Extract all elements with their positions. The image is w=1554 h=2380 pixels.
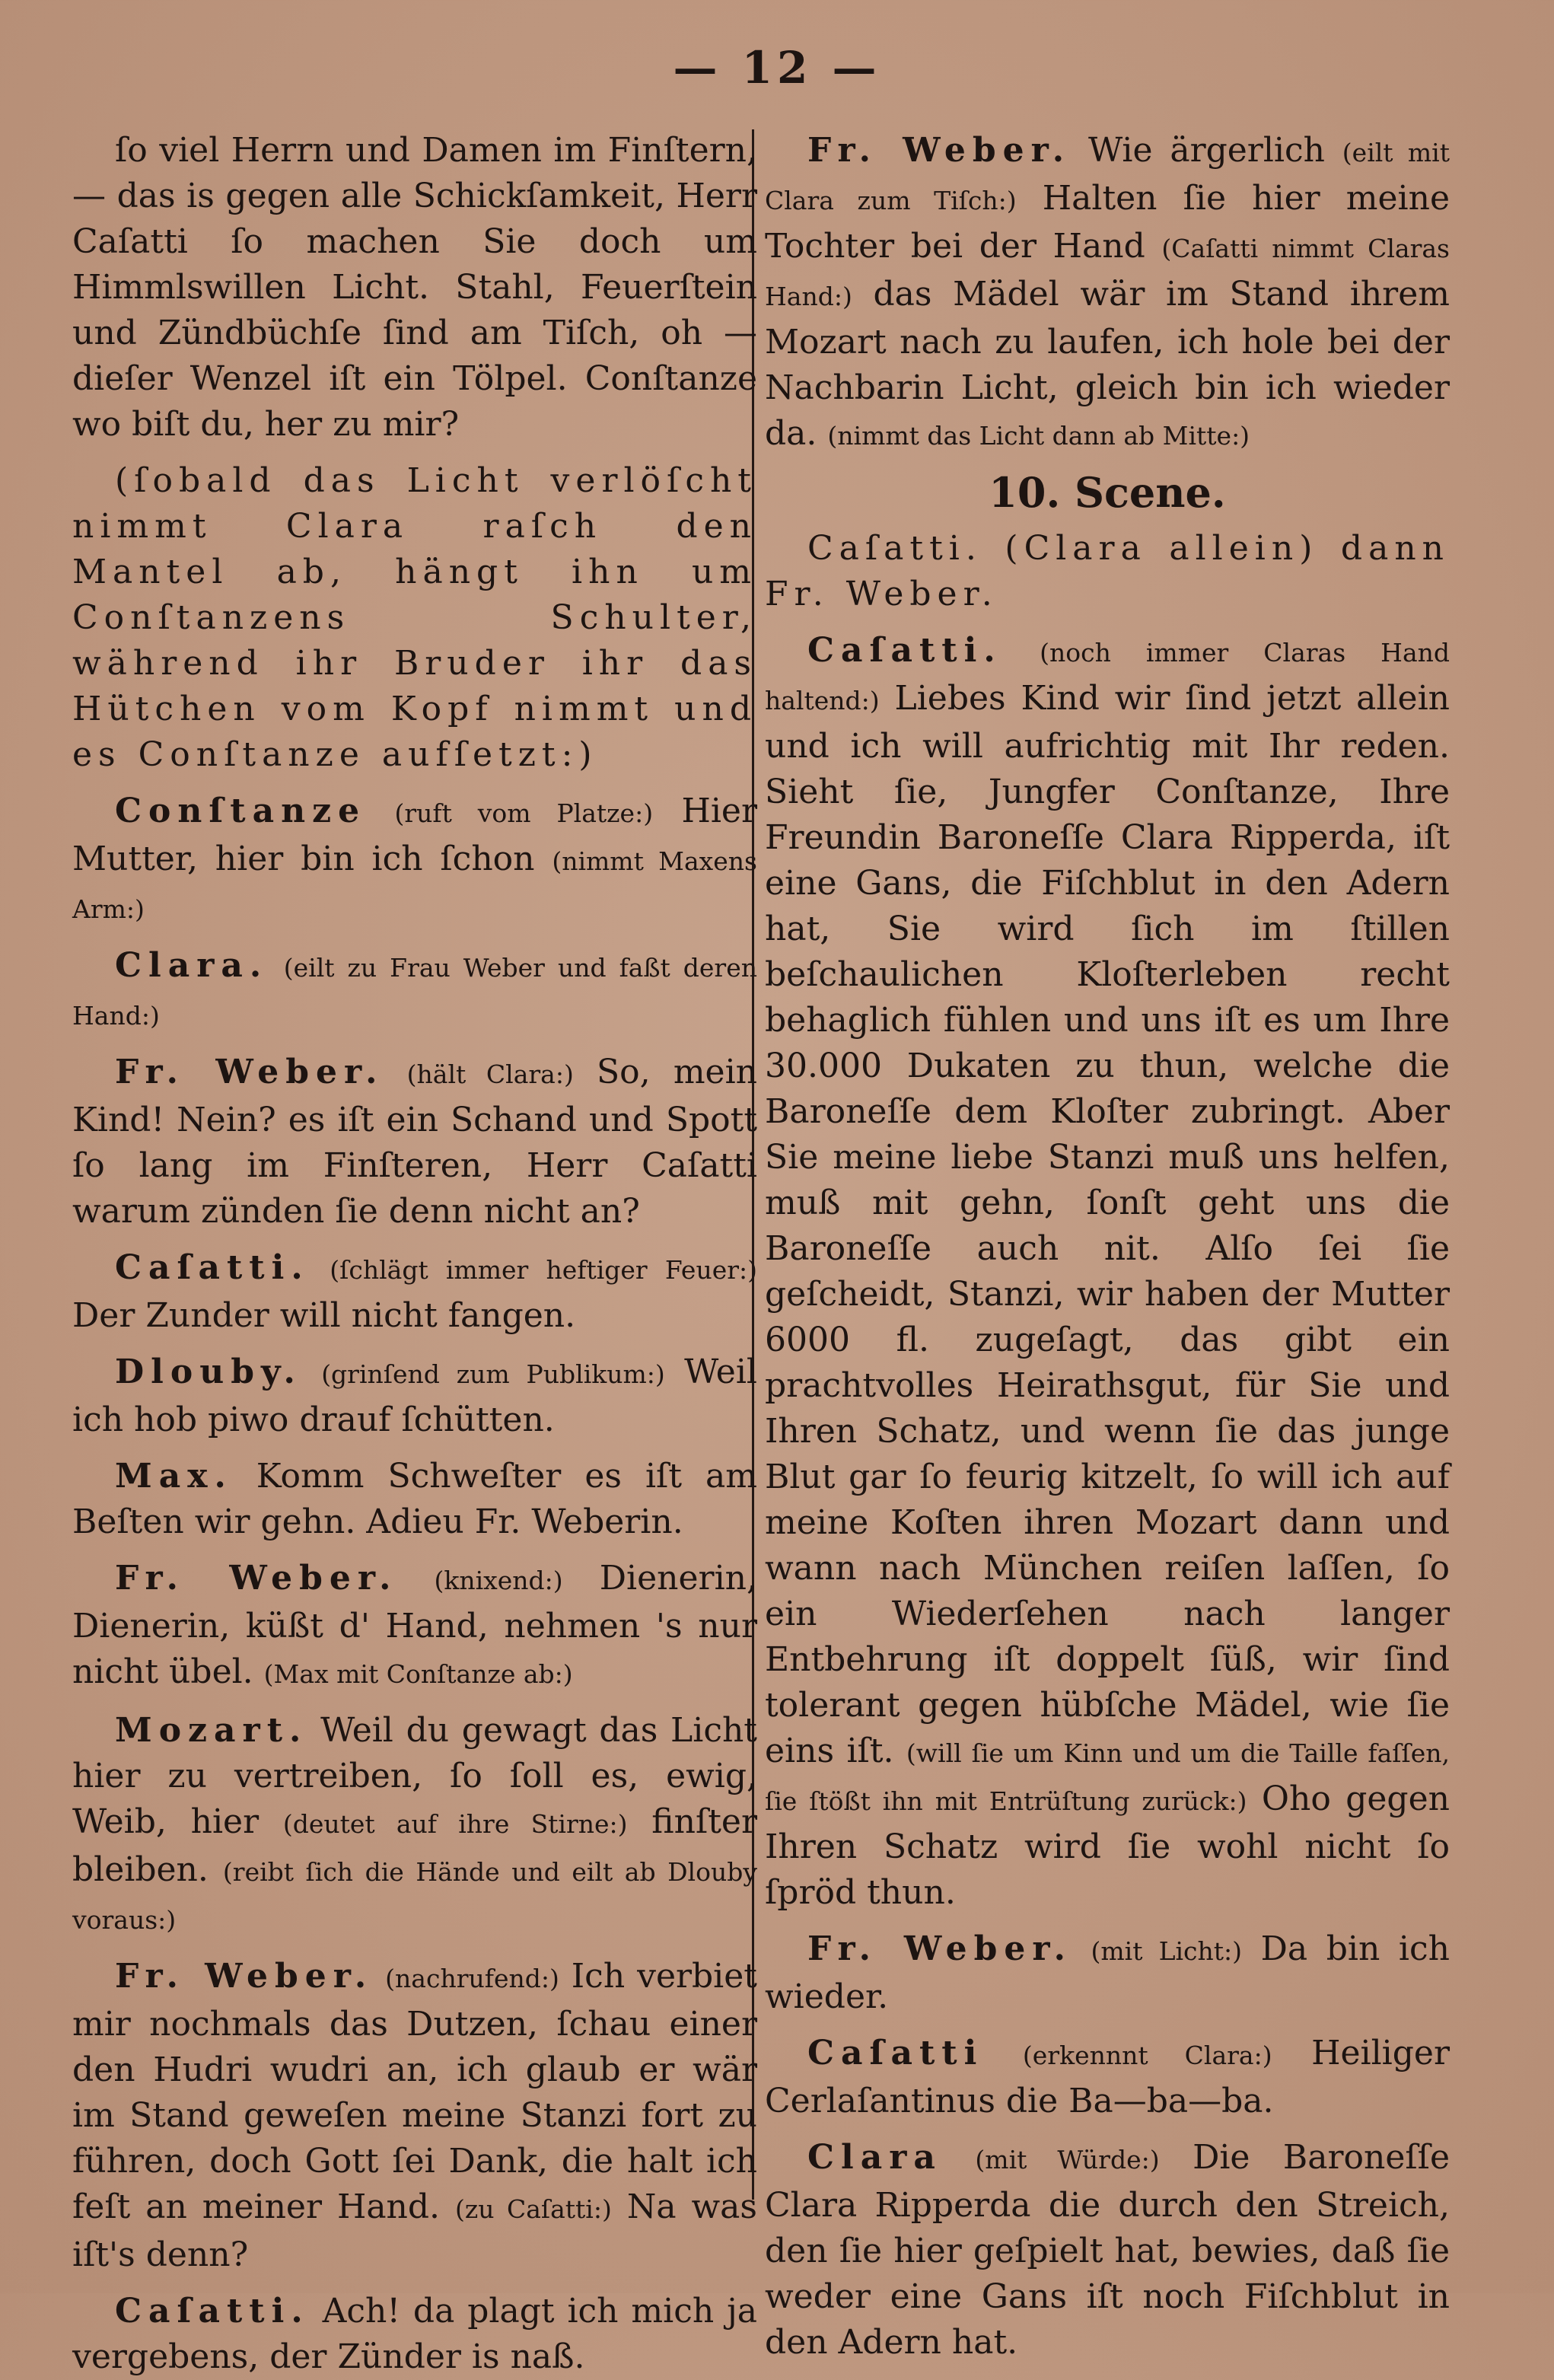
dialogue-paragraph <box>765 128 1450 459</box>
speaker-name: Conſtanze <box>115 792 367 830</box>
stage-direction-inline: (deutet auf ihre Stirne:) <box>282 1809 628 1839</box>
dialogue-paragraph <box>72 789 757 932</box>
dialogue-text: ſo viel Herrn und Damen im Finſtern, — das is gegen alle Schickſamkeit, Herr Caſatti ſo machen Sie doch um Himmlswillen Licht. Stahl, Feuerſtein und Zündbüchſe ſind am Tiſch, oh — dieſer Wenzel iſt ein Tölpel. Conſtanze wo biſt du, her zu mir? <box>72 131 757 444</box>
stage-direction-inline: (reibt ſich die Hände und eilt ab Dlouby voraus:) <box>72 1857 757 1935</box>
dialogue-text: das Mädel wär im Stand ihrem Mozart nach zu laufen, ich hole bei der Nachbarin Licht, gleich bin ich wieder da. <box>765 275 1450 453</box>
speaker-name: Caſatti. <box>115 2292 310 2331</box>
speaker-name: Max. <box>115 1457 233 1496</box>
page-number: — 12 — <box>673 42 881 94</box>
speaker-name: Mozart. <box>115 1711 308 1750</box>
stage-direction: (ſobald das Licht verlöſcht nimmt Clara raſch den Mantel ab, hängt ihn um Conſtanzens Schulter, während ihr Bruder ihr das Hütchen vom Kopf nimmt und es Conſtanze aufſetzt:) <box>72 461 757 774</box>
dialogue-text: Heiliger Cerlaſantinus die Ba—ba—ba. <box>765 2034 1450 2120</box>
stage-direction-inline: (ſchlägt immer heftiger Feuer:) <box>330 1255 757 1285</box>
dialogue-text: Halten ſie hier meine Tochter bei der Hand <box>765 179 1450 266</box>
dialogue-text: Ach! da plagt ich mich ja vergebens, der Zünder is naß. <box>72 2292 757 2376</box>
speaker-name: Caſatti. <box>115 1248 310 1287</box>
stage-direction-inline: (nachrufend:) <box>385 1964 559 1993</box>
dialogue-paragraph <box>72 2289 757 2380</box>
dialogue-text: Liebes Kind wir ſind jetzt allein und ich will aufrichtig mit Ihr reden. Sieht ſie, Jungfer Conſtanze, Ihre Freundin Baroneſſe Clara Ripperda, iſt eine Gans, die Fiſchblut in den Adern hat, Sie wird ſich im ſtillen beſchaulichen Kloſterleben recht behaglich fühlen und uns iſt es um Ihre 30.000 Dukaten zu thun, welche die Baroneſſe dem Kloſter zubringt. Aber Sie meine liebe Stanzi muß uns helfen, muß mit gehn, ſonſt geht uns die Baroneſſe auch nit. Alſo ſei ſie geſcheidt, Stanzi, wir haben der Mutter 6000 fl. zugeſagt, das gibt ein prachtvolles Heirathsgut, für Sie und Ihren Schatz, und wenn ſie das junge Blut gar ſo feurig kitzelt, ſo will ich auf meine Koſten ihren Mozart dann und wann nach München reiſen laſſen, ſo ein Wiederſehen nach langer Entbehrung iſt doppelt ſüß, wir ſind tolerant gegen hübſche Mädel, wie ſie eins iſt. <box>765 679 1450 1770</box>
dialogue-paragraph <box>72 1050 757 1235</box>
speaker-name: Clara. <box>115 946 269 985</box>
dialogue-paragraph <box>72 943 757 1039</box>
speaker-name: Fr. Weber. <box>115 1957 374 1996</box>
dialogue-text: finſter bleiben. <box>72 1802 757 1889</box>
stage-direction: Caſatti. (Clara allein) dann Fr. Weber. <box>765 529 1450 613</box>
stage-direction-inline: (knixend:) <box>434 1566 563 1595</box>
dialogue-paragraph <box>72 1556 757 1697</box>
stage-direction-inline: (mit Würde:) <box>975 2145 1160 2174</box>
dialogue-text: Komm Schweſter es iſt am Beſten wir gehn. Adieu Fr. Weberin. <box>72 1457 757 1541</box>
stage-direction-inline: (grinſend zum Publikum:) <box>321 1359 665 1389</box>
speaker-name: Fr. Weber. <box>807 1929 1072 1968</box>
left-column <box>72 128 757 2376</box>
dialogue-text: So, mein Kind! Nein? es iſt ein Schand und Spott ſo lang im Finſteren, Herr Caſatti warum zünden ſie denn nicht an? <box>72 1053 757 1231</box>
stage-direction-inline: (mit Licht:) <box>1091 1936 1243 1966</box>
dialogue-paragraph <box>765 1926 1450 2020</box>
dialogue-text: Weil du gewagt das Licht hier zu vertreiben, ſo ſoll es, ewig, Weib, hier <box>72 1711 757 1841</box>
dialogue-paragraph <box>765 2031 1450 2124</box>
stage-direction-inline: (Max mit Conſtanze ab:) <box>263 1659 573 1689</box>
dialogue-paragraph <box>72 1454 757 1545</box>
dialogue-text: Hier Mutter, hier bin ich ſchon <box>72 792 757 878</box>
speaker-name: Dlouby. <box>115 1352 302 1391</box>
speaker-name: Caſatti. <box>807 631 1002 670</box>
stage-direction-inline: (ruft vom Platze:) <box>394 798 654 828</box>
right-column <box>765 128 1450 2362</box>
speaker-name: Clara <box>807 2138 942 2177</box>
stage-direction-inline: (zu Caſatti:) <box>455 2194 612 2224</box>
speaker-name: Caſatti <box>807 2034 984 2073</box>
dialogue-paragraph <box>765 2135 1450 2366</box>
dialogue-paragraph <box>72 128 757 448</box>
dialogue-text: Weil ich hob piwo drauf ſchütten. <box>72 1352 757 1439</box>
stage-direction-inline: (nimmt das Licht dann ab Mitte:) <box>827 421 1250 451</box>
dialogue-text: Dienerin, Dienerin, küßt d' Hand, nehmen 's nur nicht übel. <box>72 1559 757 1691</box>
stage-direction-inline: (erkennnt Clara:) <box>1022 2041 1272 2070</box>
dialogue-text: Der Zunder will nicht fangen. <box>72 1296 576 1335</box>
dialogue-paragraph <box>72 1708 757 1943</box>
speaker-name: Fr. Weber. <box>115 1053 384 1091</box>
scene-heading: 10. Scene. <box>989 468 1226 517</box>
stage-direction-inline: (eilt zu Frau Weber und faßt deren Hand:) <box>72 953 757 1031</box>
dialogue-paragraph <box>72 1349 757 1443</box>
stage-direction-inline: (Caſatti nimmt Claras Hand:) <box>765 234 1450 311</box>
dialogue-paragraph <box>765 628 1450 1916</box>
speaker-name: Fr. Weber. <box>115 1559 398 1598</box>
stage-direction-inline: (eilt mit Clara zum Tiſch:) <box>765 138 1450 215</box>
speaker-name: Fr. Weber. <box>807 131 1072 170</box>
dialogue-text: Na was iſt's denn? <box>72 2187 757 2274</box>
stage-direction-inline: (noch immer Claras Hand haltend:) <box>765 638 1450 715</box>
stage-direction-inline: (nimmt Maxens Arm:) <box>72 846 757 924</box>
dialogue-text: Wie ärgerlich <box>1087 131 1325 170</box>
dialogue-text: Da bin ich wieder. <box>765 1929 1450 2016</box>
dialogue-text: Ich verbiet mir nochmals das Dutzen, ſchau einer den Hudri wudri an, ich glaub er wär im Stand geweſen meine Stanzi fort zu führen, doch Gott ſei Dank, die halt ich feſt an meiner Hand. <box>72 1957 757 2226</box>
stage-direction-inline: (hält Clara:) <box>406 1059 574 1089</box>
dialogue-paragraph <box>72 1245 757 1339</box>
dialogue-text: Oho gegen Ihren Schatz wird ſie wohl nicht ſo ſpröd thun. <box>765 1779 1450 1912</box>
dialogue-paragraph <box>72 1954 757 2278</box>
stage-direction-inline: (will ſie um Kinn und um die Taille faſſen, ſie ſtößt ihn mit Entrüſtung zurück:) <box>765 1738 1450 1816</box>
dialogue-text: Die Baroneſſe Clara Ripperda die durch den Streich, den ſie hier geſpielt hat, bewies, daß ſie weder eine Gans iſt noch Fiſchblut in den Adern hat. <box>765 2138 1450 2362</box>
